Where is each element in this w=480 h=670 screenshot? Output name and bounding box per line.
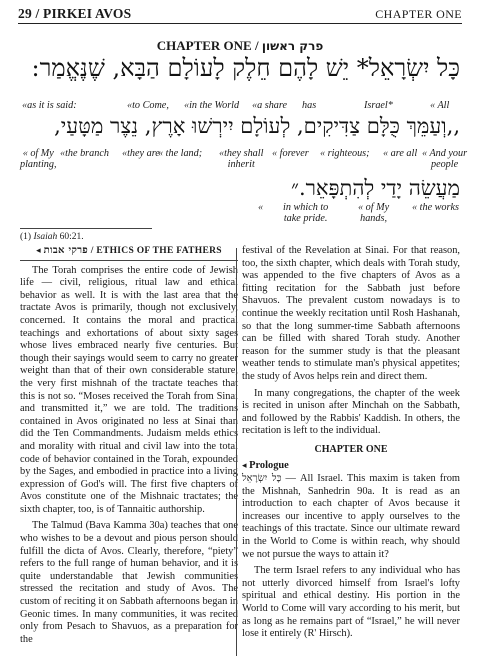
ethics-heading-english: / ETHICS OF THE FATHERS <box>90 246 222 256</box>
gloss-word: Israel* <box>364 100 393 111</box>
prologue-heading <box>242 460 460 473</box>
prologue-paragraph <box>242 473 460 561</box>
gloss-word: «in the World <box>184 100 240 111</box>
gloss-word: «to Come, <box>127 100 169 111</box>
hebrew-line-1: כָּל יִשְׂרָאֵל* יֵשׁ לָהֶם חֵלֶק לָעוֹלָם הַבָּא, שֶׁנֶּאֱמַר: <box>31 54 460 82</box>
page-number-title: 29 / PIRKEI AVOS <box>18 6 132 21</box>
commentary-paragraph: festival of the Revelation at Sinai. For that reason, too, the sixth chapter, which deals with Torah study, was appended to the five chapters of Avos as a fitting recitation for the Sabbath just before Shavuos. The prevalent custom nowadays is to continue the weekly recitation until Rosh Hashanah, so that the long summer-time Sabbath afternoons can be filled with shared Torah study. Another reason for the summer study is that the pleasant weather tends to stimulate man's physical appetites; the study of Avos helps rein and direct them. <box>242 245 460 382</box>
commentary-paragraph: The Talmud (Bava Kamma 30a) teaches that one who wishes to be a devout and pious person should fulfill the dicta of Avos. Clearly, therefore, “piety” refers to the full range of human behavior, and it is quite understandable that Jewish communities stressed the recitation and study of Avos. The custom of reciting it on Sabbath afternoons began in Geonic times. In many communities, it was recited only from Pesach to Shavuos, as a preparation for the <box>20 520 238 645</box>
chapter-heading-english: CHAPTER ONE / <box>156 38 259 53</box>
footnote-ref: Isaiah <box>33 232 58 242</box>
commentary-paragraph: The Torah comprises the entire code of Jewish life — civil, religious, ritual law and ethical behavior as well. It is with the last area that the tractate Avos is primarily, though not exclusively, concerned. It contains the moral and practical teachings and exhortations of about sixty sages whose lives embraced nearly five centuries. But though their sayings would seem to carry no greater weight than that of their own considerable stature, the very first mishnah of the tractate teaches that this is not so. “Moses received the Torah from Sinai and transmitted it,” we are told. The traditions contained in Avos originated no less at Sinai than did the Ten Commandments. Judaism melds ethics and morality with ritual and civil law into the total code of behavior contained in the Torah, expounded by the Sages, and embodied in practice into a living expression of God's will. The first five chapters of Avos constitute one of the Mishnaic tractates; the sixth chapter, too, is of Tannaitic authorship. <box>20 264 238 515</box>
gloss-word: « are all <box>383 148 418 159</box>
running-header <box>18 4 462 22</box>
gloss-word: has <box>302 100 317 111</box>
footnote-number: (1) <box>20 232 32 242</box>
gloss-row-1 <box>0 100 480 114</box>
commentary-left-column <box>20 245 238 646</box>
gloss-word: in which to take pride. <box>283 202 329 224</box>
gloss-word: «the branch <box>60 148 109 159</box>
gloss-word: «they are <box>122 148 160 159</box>
footnote <box>20 232 84 242</box>
prologue-text: — All Israel. This maxim is taken from the Mishnah, Sanhedrin 90a. It is read as an introduction to each chapter of Avos because it increases our incentive to apply ourselves to the teachings of this tractate. Since our ultimate reward in the World to Come is within reach, why should we not pursue the ways to attain it? <box>242 473 460 560</box>
prologue-arrow-icon: ◂︎ <box>242 460 247 471</box>
chapter-one-subheading: CHAPTER ONE <box>314 443 388 455</box>
column-divider <box>236 248 237 656</box>
gloss-word: « of My planting, <box>20 148 57 170</box>
gloss-word: « <box>258 202 264 213</box>
ethics-arrow-icon: ◂︎ <box>36 246 41 256</box>
chapter-heading-hebrew: פרק ראשון <box>261 39 324 53</box>
footnote-rule <box>20 228 152 229</box>
gloss-word: « forever <box>272 148 309 159</box>
gloss-word: « of My hands, <box>358 202 390 224</box>
gloss-word: « And your people <box>422 148 468 170</box>
ethics-heading-hebrew: פרקי אבות <box>43 245 89 256</box>
gloss-word: «a share <box>252 100 287 111</box>
hebrew-line-2: ,,וְעַמֵּךְ כֻּלָּם צַדִּיקִים, לְעוֹלָם יִירְשׁוּ אָרֶץ, נֵצֶר מַטָּעַי, <box>54 114 460 138</box>
gloss-word: «as it is said: <box>22 100 77 111</box>
ethics-heading <box>20 245 238 261</box>
hebrew-line-3: מַעֲשֵׂה יָדַי לְהִתְפָּאֵר.״ <box>290 176 460 200</box>
gloss-word: «they shall inherit <box>219 148 264 170</box>
header-rule <box>18 23 462 24</box>
commentary-paragraph: The term Israel refers to any individual who has not utterly divorced himself from Israel's lofty spiritual and ethical destiny. His portion in the World to Come will vary according to his merit, but as long as he remains part of “Israel,” he will never lose it entirely (R' Hirsch). <box>242 565 460 640</box>
gloss-word: « the land; <box>158 148 203 159</box>
gloss-row-3 <box>0 202 480 228</box>
gloss-word: « the works <box>412 202 459 213</box>
chapter-label: CHAPTER ONE <box>375 7 462 21</box>
gloss-word: « All <box>430 100 450 111</box>
commentary-right-column <box>242 245 460 641</box>
gloss-word: « righteous; <box>320 148 370 159</box>
commentary-paragraph: In many congregations, the chapter of the week is recited in unison after Minchah on the Sabbath, and followed by the Rabbis' Kaddish. In others, the recitation is left to the individual. <box>242 387 460 437</box>
gloss-row-2 <box>0 148 480 174</box>
footnote-verse: 60:21. <box>59 232 84 242</box>
prologue-label: Prologue <box>249 459 289 471</box>
prologue-hebrew: כָּל יִשְׂרָאֵל <box>242 473 282 485</box>
chapter-heading <box>0 38 480 54</box>
